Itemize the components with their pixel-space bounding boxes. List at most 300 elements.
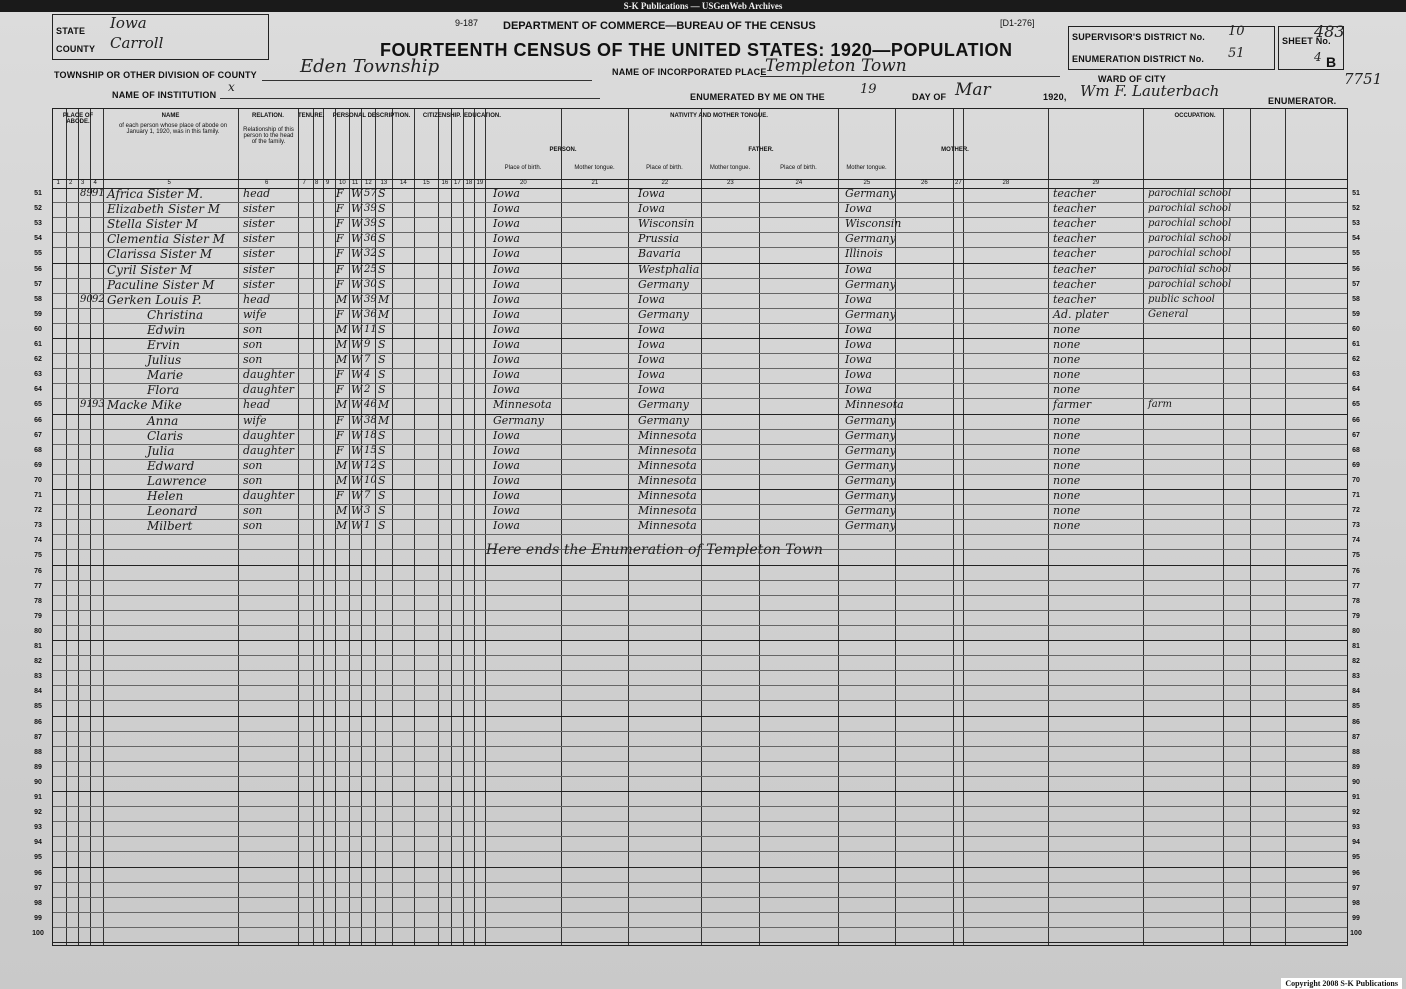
- line-number-right: 95: [1352, 854, 1360, 862]
- incorporated-value: Templeton Town: [765, 56, 907, 76]
- family-number: 92: [92, 293, 105, 305]
- age: 25: [364, 263, 377, 275]
- column-number: 16: [441, 180, 449, 186]
- column-number: 20: [520, 180, 527, 186]
- mother-birthplace: Iowa: [845, 383, 872, 397]
- relation: son: [243, 458, 263, 472]
- relation: head: [243, 187, 271, 200]
- column-divider: [838, 109, 839, 945]
- line-number-right: 61: [1352, 341, 1360, 348]
- township-line: [262, 80, 592, 81]
- sex: F: [336, 277, 344, 291]
- line-number-right: 72: [1352, 507, 1360, 515]
- birthplace: Iowa: [493, 458, 520, 472]
- column-number: 15: [423, 180, 430, 186]
- column-divider: [963, 109, 964, 945]
- person-name: Claris: [147, 428, 183, 443]
- column-divider: [1143, 109, 1144, 945]
- age: 38: [364, 414, 377, 426]
- group-heading: TENURE.: [298, 113, 325, 119]
- group-heading: PLACE OF ABODE.: [62, 113, 94, 125]
- sex: F: [336, 489, 344, 502]
- relation: son: [243, 322, 263, 336]
- person-name: Clarissa Sister M: [107, 247, 213, 262]
- line-number-right: 65: [1352, 401, 1360, 409]
- line-number-right: 98: [1352, 899, 1360, 907]
- column-divider: [628, 109, 629, 945]
- line-number-right: 64: [1352, 386, 1360, 394]
- incorporated-line: [760, 76, 1060, 77]
- column-divider: [323, 109, 324, 945]
- person-name: Marie: [147, 368, 184, 383]
- occupation: none: [1053, 489, 1081, 502]
- race: W: [351, 322, 363, 336]
- line-number-right: 60: [1352, 325, 1360, 333]
- line-number-right: 67: [1352, 431, 1360, 439]
- line-number-left: 64: [34, 386, 42, 394]
- line-number-right: 69: [1352, 461, 1360, 469]
- sex: F: [336, 247, 344, 261]
- stamp-side: 7751: [1344, 70, 1383, 88]
- industry: parochial school: [1148, 203, 1232, 215]
- person-name: Julius: [147, 353, 182, 368]
- column-divider: [414, 109, 415, 945]
- line-number-right: 79: [1352, 612, 1360, 620]
- line-number-right: 66: [1352, 416, 1360, 424]
- month-value: Mar: [955, 80, 991, 100]
- line-number-left: 69: [34, 461, 42, 469]
- row-line: [53, 625, 1347, 626]
- person-name: Stella Sister M: [107, 217, 198, 232]
- line-number-left: 93: [34, 824, 42, 832]
- group-heading: NAME: [161, 113, 180, 119]
- relation-column-note: Relationship of this person to the head of the family.: [243, 127, 294, 145]
- dwelling-number: 91: [80, 399, 93, 411]
- mother-birthplace: Iowa: [845, 322, 872, 336]
- race: W: [351, 413, 363, 427]
- person-name: Paculine Sister M: [107, 277, 215, 292]
- occupation: none: [1053, 428, 1081, 442]
- group-heading: CITIZENSHIP.: [422, 113, 462, 119]
- column-divider: [392, 109, 393, 945]
- row-line: [53, 716, 1347, 717]
- line-number-left: 57: [34, 280, 42, 288]
- mother-birthplace: Iowa: [845, 262, 872, 276]
- line-number-left: 80: [34, 627, 42, 635]
- birthplace: Iowa: [493, 519, 520, 533]
- publisher-text: S-K Publications — USGenWeb Archives: [623, 1, 783, 11]
- column-number: 28: [1002, 180, 1010, 186]
- column-divider: [759, 109, 760, 945]
- person-name: Ervin: [147, 338, 180, 352]
- occupation: none: [1053, 504, 1081, 518]
- marital-status: S: [378, 262, 386, 276]
- column-number: 22: [661, 180, 669, 186]
- row-line: [53, 685, 1347, 686]
- occupation: teacher: [1053, 202, 1096, 216]
- row-line: [53, 595, 1347, 596]
- line-number-right: 91: [1352, 794, 1360, 801]
- birthplace: Iowa: [493, 338, 520, 351]
- column-divider: [103, 109, 104, 945]
- row-line: [53, 897, 1347, 898]
- age: 57: [364, 188, 377, 199]
- relation: sister: [243, 202, 274, 216]
- row-line: [53, 580, 1347, 581]
- race: W: [351, 232, 363, 246]
- race: W: [351, 428, 363, 442]
- sex: F: [336, 217, 344, 231]
- relation: wife: [243, 307, 267, 321]
- mother-birthplace: Wisconsin: [845, 217, 902, 231]
- occupation: none: [1053, 413, 1081, 427]
- column-divider: [463, 109, 464, 945]
- column-number: 21: [591, 180, 599, 186]
- occupation: teacher: [1053, 232, 1096, 246]
- line-number-left: 51: [34, 190, 42, 197]
- age: 39: [364, 218, 377, 230]
- line-number-left: 81: [34, 643, 42, 650]
- line-number-left: 66: [34, 416, 42, 424]
- line-number-right: 73: [1352, 522, 1360, 530]
- nativity-column-heading: Mother tongue.: [574, 165, 615, 171]
- person-name: Africa Sister M.: [107, 187, 203, 201]
- column-divider: [474, 109, 475, 945]
- row-line: [53, 882, 1347, 883]
- relation: son: [243, 473, 263, 487]
- birthplace: Iowa: [493, 277, 520, 291]
- line-number-right: 51: [1352, 190, 1360, 197]
- column-number: 3: [81, 180, 85, 186]
- line-number-right: 75: [1352, 552, 1360, 560]
- closing-note: Here ends the Enumeration of Templeton Town: [486, 542, 823, 558]
- sex: M: [336, 519, 348, 533]
- birthplace: Iowa: [493, 383, 520, 397]
- sex: M: [336, 473, 348, 487]
- line-number-left: 98: [34, 899, 42, 907]
- line-number-right: 88: [1352, 748, 1360, 756]
- line-number-left: 100: [32, 929, 44, 937]
- line-number-right: 58: [1352, 295, 1360, 303]
- publisher-name: S-K Publications: [623, 1, 689, 11]
- group-heading: PERSONAL DESCRIPTION.: [332, 113, 411, 119]
- page-title: FOURTEENTH CENSUS OF THE UNITED STATES: 1920—POPULATION: [380, 40, 1013, 60]
- line-number-right: 80: [1352, 627, 1360, 635]
- age: 7: [364, 354, 371, 366]
- line-number-left: 67: [34, 431, 42, 439]
- row-line: [53, 867, 1347, 868]
- birthplace: Iowa: [493, 473, 520, 487]
- line-number-left: 96: [34, 869, 42, 877]
- mother-birthplace: Germany: [845, 277, 896, 291]
- column-divider: [953, 109, 954, 945]
- age: 18: [364, 429, 377, 441]
- sex: F: [336, 428, 344, 442]
- line-number-right: 78: [1352, 597, 1360, 605]
- group-heading: OCCUPATION.: [1174, 113, 1216, 119]
- line-number-right: 99: [1352, 914, 1360, 922]
- age: 10: [364, 474, 377, 486]
- occupation: none: [1053, 443, 1081, 457]
- birthplace: Germany: [493, 413, 544, 427]
- person-name: Edwin: [147, 322, 186, 337]
- person-name: Gerken Louis P.: [107, 292, 202, 307]
- line-number-right: 71: [1352, 492, 1360, 499]
- occupation: farmer: [1053, 398, 1092, 412]
- family-number: 91: [92, 188, 105, 199]
- marital-status: S: [378, 338, 386, 351]
- line-number-left: 91: [34, 794, 42, 801]
- birthplace: Iowa: [493, 368, 520, 382]
- birthplace: Iowa: [493, 232, 520, 246]
- father-birthplace: Minnesota: [638, 504, 697, 518]
- birthplace: Iowa: [493, 489, 520, 502]
- father-birthplace: Iowa: [638, 292, 665, 306]
- age: 39: [364, 293, 377, 305]
- line-number-right: 85: [1352, 703, 1360, 711]
- row-line: [53, 942, 1347, 943]
- industry: parochial school: [1148, 278, 1232, 290]
- occupation: teacher: [1053, 247, 1096, 261]
- birthplace: Iowa: [493, 292, 520, 306]
- age: 3: [364, 505, 371, 517]
- father-birthplace: Iowa: [638, 202, 665, 216]
- census-table: [32, 108, 1362, 946]
- sex: M: [336, 292, 348, 306]
- marital-status: M: [378, 292, 390, 306]
- marital-status: M: [378, 398, 390, 412]
- day-of-label: DAY OF: [912, 92, 947, 102]
- marital-status: S: [378, 217, 386, 231]
- line-number-right: 94: [1352, 839, 1360, 847]
- enumeration-label: ENUMERATION DISTRICT No.: [1072, 54, 1205, 64]
- occupation: Ad. plater: [1053, 307, 1109, 321]
- occupation: teacher: [1053, 262, 1096, 276]
- column-number: 24: [795, 180, 803, 186]
- line-number-left: 53: [34, 220, 42, 228]
- marital-status: S: [378, 473, 386, 487]
- stamp-top: 483: [1314, 22, 1345, 41]
- line-number-left: 83: [34, 673, 42, 681]
- publisher-archive: USGenWeb Archives: [701, 1, 783, 11]
- race: W: [351, 338, 363, 351]
- row-line: [53, 851, 1347, 852]
- column-divider: [438, 109, 439, 945]
- race: W: [351, 489, 363, 502]
- marital-status: S: [378, 383, 386, 397]
- mother-birthplace: Germany: [845, 504, 896, 518]
- year-label: 1920,: [1043, 92, 1067, 102]
- birthplace: Iowa: [493, 187, 520, 200]
- age: 36: [364, 233, 377, 245]
- column-number: 7: [302, 180, 306, 186]
- father-birthplace: Germany: [638, 413, 689, 427]
- line-number-right: 96: [1352, 869, 1360, 877]
- column-divider: [349, 109, 350, 945]
- father-birthplace: Germany: [638, 398, 689, 412]
- father-birthplace: Germany: [638, 277, 689, 291]
- enumerator-value: Wm F. Lauterbach: [1080, 82, 1220, 100]
- row-line: [53, 791, 1347, 792]
- relation: sister: [243, 262, 274, 276]
- person-name: Cyril Sister M: [107, 262, 193, 277]
- column-number: 9: [326, 180, 330, 186]
- line-number-left: 77: [34, 582, 42, 590]
- person-name: Edward: [147, 458, 195, 473]
- line-number-right: 92: [1352, 809, 1360, 817]
- sex: M: [336, 338, 348, 351]
- line-number-right: 97: [1352, 884, 1360, 892]
- line-number-left: 59: [34, 310, 42, 318]
- father-birthplace: Iowa: [638, 338, 665, 351]
- township-label: TOWNSHIP OR OTHER DIVISION OF COUNTY: [54, 70, 257, 80]
- birthplace: Iowa: [493, 247, 520, 261]
- industry: parochial school: [1148, 188, 1232, 199]
- group-heading: NATIVITY AND MOTHER TONGUE.: [670, 113, 768, 119]
- line-number-right: 87: [1352, 733, 1360, 741]
- occupation: teacher: [1053, 277, 1096, 291]
- enumerator-label: ENUMERATOR.: [1268, 96, 1337, 106]
- column-divider: [90, 109, 91, 945]
- county-value: Carroll: [110, 34, 164, 52]
- line-number-left: 75: [34, 552, 42, 560]
- column-number: 25: [863, 180, 871, 186]
- father-birthplace: Iowa: [638, 187, 665, 200]
- age: 32: [364, 248, 377, 260]
- form-number-left: 9-187: [455, 18, 479, 28]
- sex: F: [336, 187, 344, 200]
- sheet-label: SHEET No.: [1282, 36, 1331, 46]
- family-number: 93: [92, 399, 105, 411]
- mother-birthplace: Germany: [845, 489, 896, 502]
- nativity-column-heading: Mother tongue.: [709, 165, 751, 171]
- marital-status: S: [378, 353, 386, 367]
- birthplace: Iowa: [493, 428, 520, 442]
- father-birthplace: Minnesota: [638, 428, 697, 442]
- column-number: 26: [921, 180, 928, 186]
- column-number: 19: [476, 180, 484, 186]
- relation: daughter: [243, 489, 294, 502]
- industry: farm: [1148, 399, 1172, 411]
- line-number-left: 54: [34, 235, 42, 243]
- father-birthplace: Minnesota: [638, 519, 697, 533]
- enumerated-day: 19: [860, 82, 877, 97]
- person-name: Helen: [147, 489, 184, 503]
- marital-status: S: [378, 322, 386, 336]
- copyright-notice: Copyright 2008 S-K Publications: [1281, 978, 1402, 989]
- line-number-right: 83: [1352, 673, 1360, 681]
- column-number: 10: [339, 180, 346, 186]
- nativity-column-heading: Place of birth.: [780, 165, 817, 171]
- row-line: [53, 565, 1347, 566]
- marital-status: S: [378, 232, 386, 246]
- line-number-right: 70: [1352, 476, 1360, 484]
- father-birthplace: Iowa: [638, 353, 665, 367]
- relation: wife: [243, 413, 267, 427]
- sex: M: [336, 504, 348, 518]
- race: W: [351, 202, 363, 216]
- mother-birthplace: Iowa: [845, 353, 872, 367]
- row-line: [53, 927, 1347, 928]
- father-birthplace: Minnesota: [638, 473, 697, 487]
- age: 39: [364, 203, 377, 215]
- birthplace: Iowa: [493, 322, 520, 336]
- ward-label: WARD OF CITY: [1098, 74, 1166, 84]
- industry: General: [1148, 308, 1189, 320]
- nativity-subheading: FATHER.: [748, 147, 774, 153]
- line-number-left: 65: [34, 401, 42, 409]
- line-number-right: 84: [1352, 688, 1360, 696]
- sex: F: [336, 262, 344, 276]
- incorporated-label: NAME OF INCORPORATED PLACE: [612, 67, 767, 77]
- line-number-left: 76: [34, 567, 42, 575]
- column-divider: [1048, 109, 1049, 945]
- line-number-right: 63: [1352, 371, 1360, 379]
- marital-status: S: [378, 202, 386, 216]
- line-number-right: 86: [1352, 718, 1360, 726]
- race: W: [351, 398, 363, 412]
- mother-birthplace: Minnesota: [845, 398, 904, 412]
- column-number: 18: [465, 180, 473, 186]
- line-number-right: 90: [1352, 778, 1360, 786]
- sheet-value: 4: [1314, 50, 1322, 64]
- row-line: [53, 761, 1347, 762]
- race: W: [351, 353, 363, 367]
- race: W: [351, 307, 363, 321]
- dwelling-number: 90: [80, 293, 93, 305]
- line-number-left: 60: [34, 325, 42, 333]
- relation: head: [243, 398, 271, 412]
- birthplace: Iowa: [493, 217, 520, 231]
- row-line: [53, 836, 1347, 837]
- person-name: Milbert: [147, 519, 193, 534]
- father-birthplace: Minnesota: [638, 458, 697, 472]
- mother-birthplace: Iowa: [845, 292, 872, 306]
- birthplace: Iowa: [493, 202, 520, 216]
- column-number: 1: [56, 180, 60, 186]
- occupation: none: [1053, 322, 1081, 336]
- mother-birthplace: Germany: [845, 187, 896, 200]
- mother-birthplace: Germany: [845, 519, 896, 533]
- age: 4: [364, 369, 371, 381]
- row-line: [53, 640, 1347, 641]
- race: W: [351, 247, 363, 261]
- father-birthplace: Iowa: [638, 322, 665, 336]
- sex: F: [336, 232, 344, 246]
- sex: M: [336, 322, 348, 336]
- relation: son: [243, 353, 263, 367]
- birthplace: Minnesota: [493, 398, 552, 412]
- occupation: none: [1053, 458, 1081, 472]
- occupation: teacher: [1053, 187, 1096, 200]
- sex: M: [336, 458, 348, 472]
- occupation: none: [1053, 383, 1081, 397]
- supervisor-label: SUPERVISOR'S DISTRICT No.: [1072, 32, 1205, 42]
- line-number-right: 89: [1352, 763, 1360, 771]
- race: W: [351, 473, 363, 487]
- sex: M: [336, 398, 348, 412]
- line-number-left: 55: [34, 250, 42, 258]
- line-number-right: 76: [1352, 567, 1360, 575]
- sex: F: [336, 383, 344, 397]
- age: 9: [364, 339, 371, 350]
- line-number-left: 90: [34, 778, 42, 786]
- line-number-left: 72: [34, 507, 42, 515]
- row-line: [53, 776, 1347, 777]
- person-name: Christina: [147, 307, 204, 322]
- age: 2: [364, 384, 371, 396]
- age: 11: [364, 323, 377, 335]
